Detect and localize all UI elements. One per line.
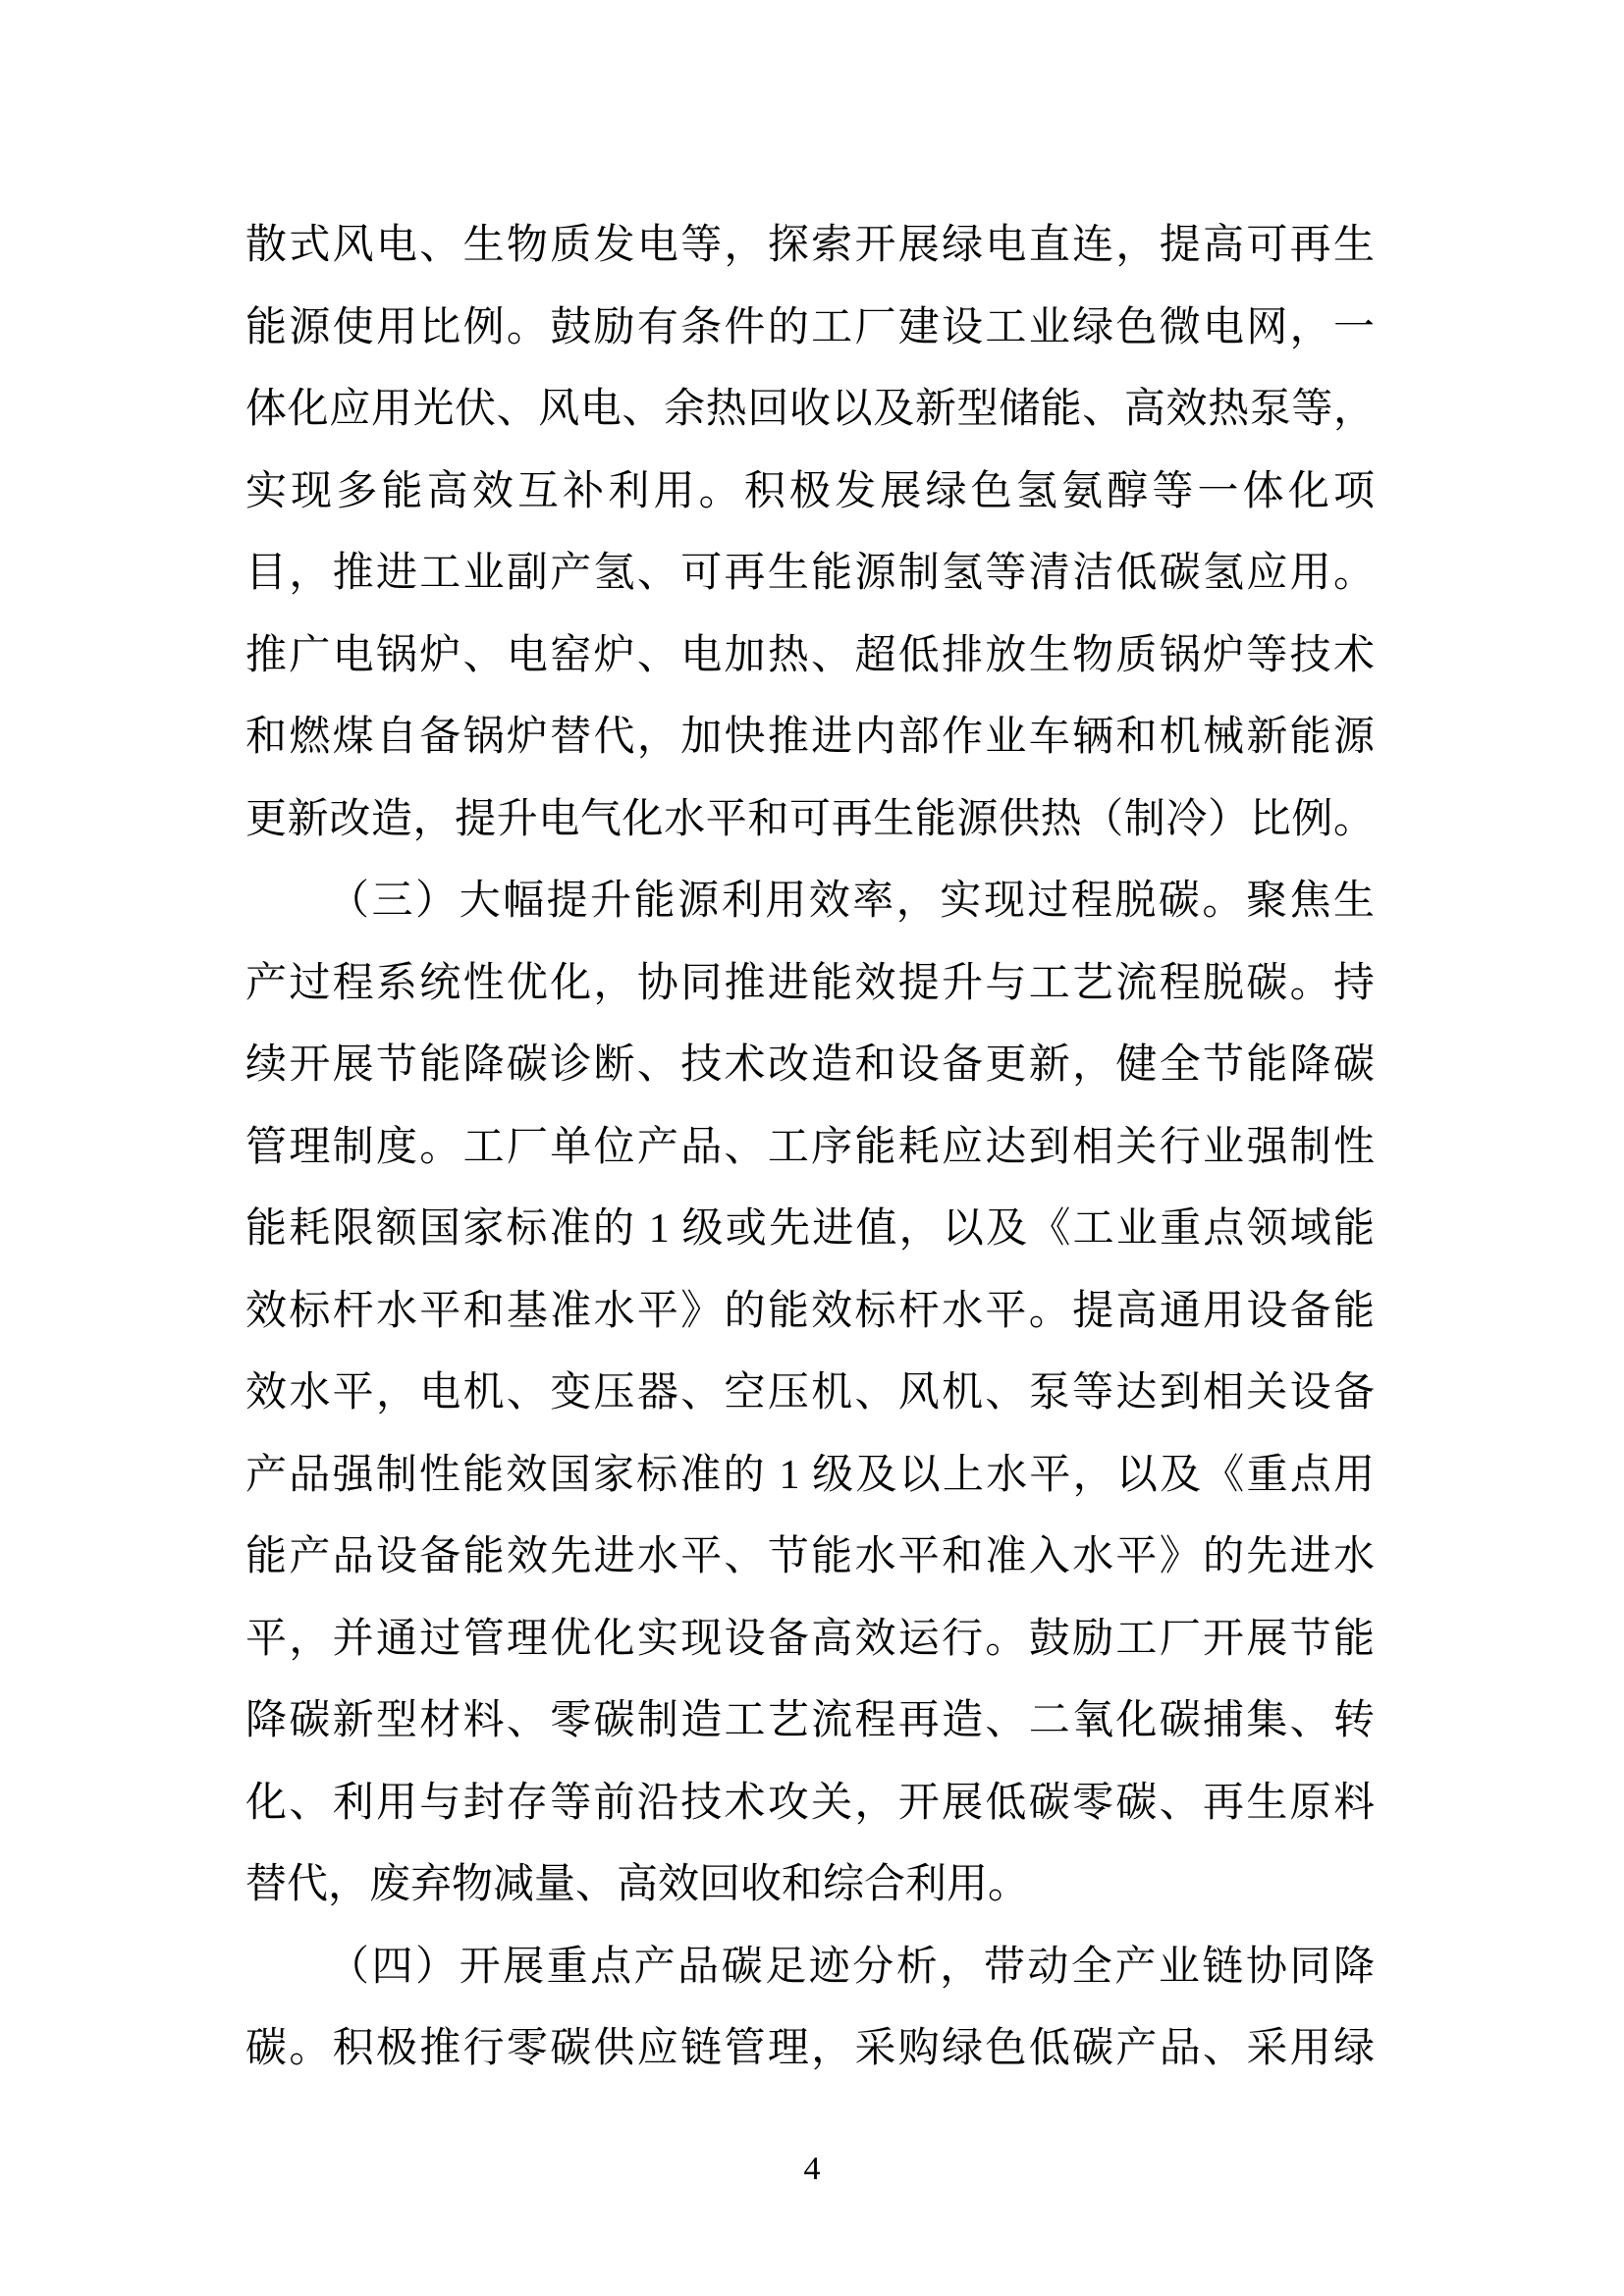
paragraph-section-3 — [245, 861, 1375, 1927]
page-footer — [0, 2153, 1624, 2186]
document-line: 产过程系统性优化，协同推进能效提升与工艺流程脱碳。持 — [245, 960, 1375, 1006]
document-line: 降碳新型材料、零碳制造工艺流程再造、二氧化碳捕集、转 — [245, 1698, 1375, 1743]
document-line: 效水平，电机、变压器、空压机、风机、泵等达到相关设备 — [245, 1370, 1375, 1415]
document-line: 散式风电、生物质发电等，探索开展绿电直连，提高可再生 — [245, 223, 1375, 268]
page-number: 4 — [803, 2151, 821, 2187]
document-line: 和燃煤自备锅炉替代，加快推进内部作业车辆和机械新能源 — [245, 715, 1375, 760]
document-line: 体化应用光伏、风电、余热回收以及新型储能、高效热泵等， — [245, 387, 1375, 432]
document-line: 碳。积极推行零碳供应链管理，采购绿色低碳产品、采用绿 — [245, 2026, 1375, 2071]
paragraph-section-4 — [245, 1927, 1375, 2091]
document-line: 产品强制性能效国家标准的 1 级及以上水平，以及《重点用 — [245, 1452, 1375, 1498]
document-line: 目，推进工业副产氢、可再生能源制氢等清洁低碳氢应用。 — [245, 551, 1375, 596]
document-line: 平，并通过管理优化实现设备高效运行。鼓励工厂开展节能 — [245, 1616, 1375, 1662]
document-line: 替代，废弃物减量、高效回收和综合利用。 — [245, 1862, 1030, 1907]
document-line: 能产品设备能效先进水平、节能水平和准入水平》的先进水 — [245, 1534, 1375, 1579]
document-line: （四）开展重点产品碳足迹分析，带动全产业链协同降 — [328, 1944, 1375, 1990]
document-line: 更新改造，提升电气化水平和可再生能源供热（制冷）比例。 — [245, 796, 1375, 842]
paragraph-continuation — [245, 205, 1375, 861]
document-line: （三）大幅提升能源利用效率，实现过程脱碳。聚焦生 — [328, 879, 1375, 924]
document-body — [245, 205, 1375, 2091]
document-line: 推广电锅炉、电窑炉、电加热、超低排放生物质锅炉等技术 — [245, 632, 1375, 678]
document-line: 续开展节能降碳诊断、技术改造和设备更新，健全节能降碳 — [245, 1042, 1375, 1088]
document-line: 能源使用比例。鼓励有条件的工厂建设工业绿色微电网，一 — [245, 304, 1375, 350]
document-line: 能耗限额国家标准的 1 级或先进值，以及《工业重点领域能 — [245, 1206, 1375, 1252]
document-line: 效标杆水平和基准水平》的能效标杆水平。提高通用设备能 — [245, 1288, 1375, 1334]
document-line: 化、利用与封存等前沿技术攻关，开展低碳零碳、再生原料 — [245, 1780, 1375, 1826]
document-line: 实现多能高效互补利用。积极发展绿色氢氨醇等一体化项 — [245, 468, 1375, 514]
document-line: 管理制度。工厂单位产品、工序能耗应达到相关行业强制性 — [245, 1124, 1375, 1170]
